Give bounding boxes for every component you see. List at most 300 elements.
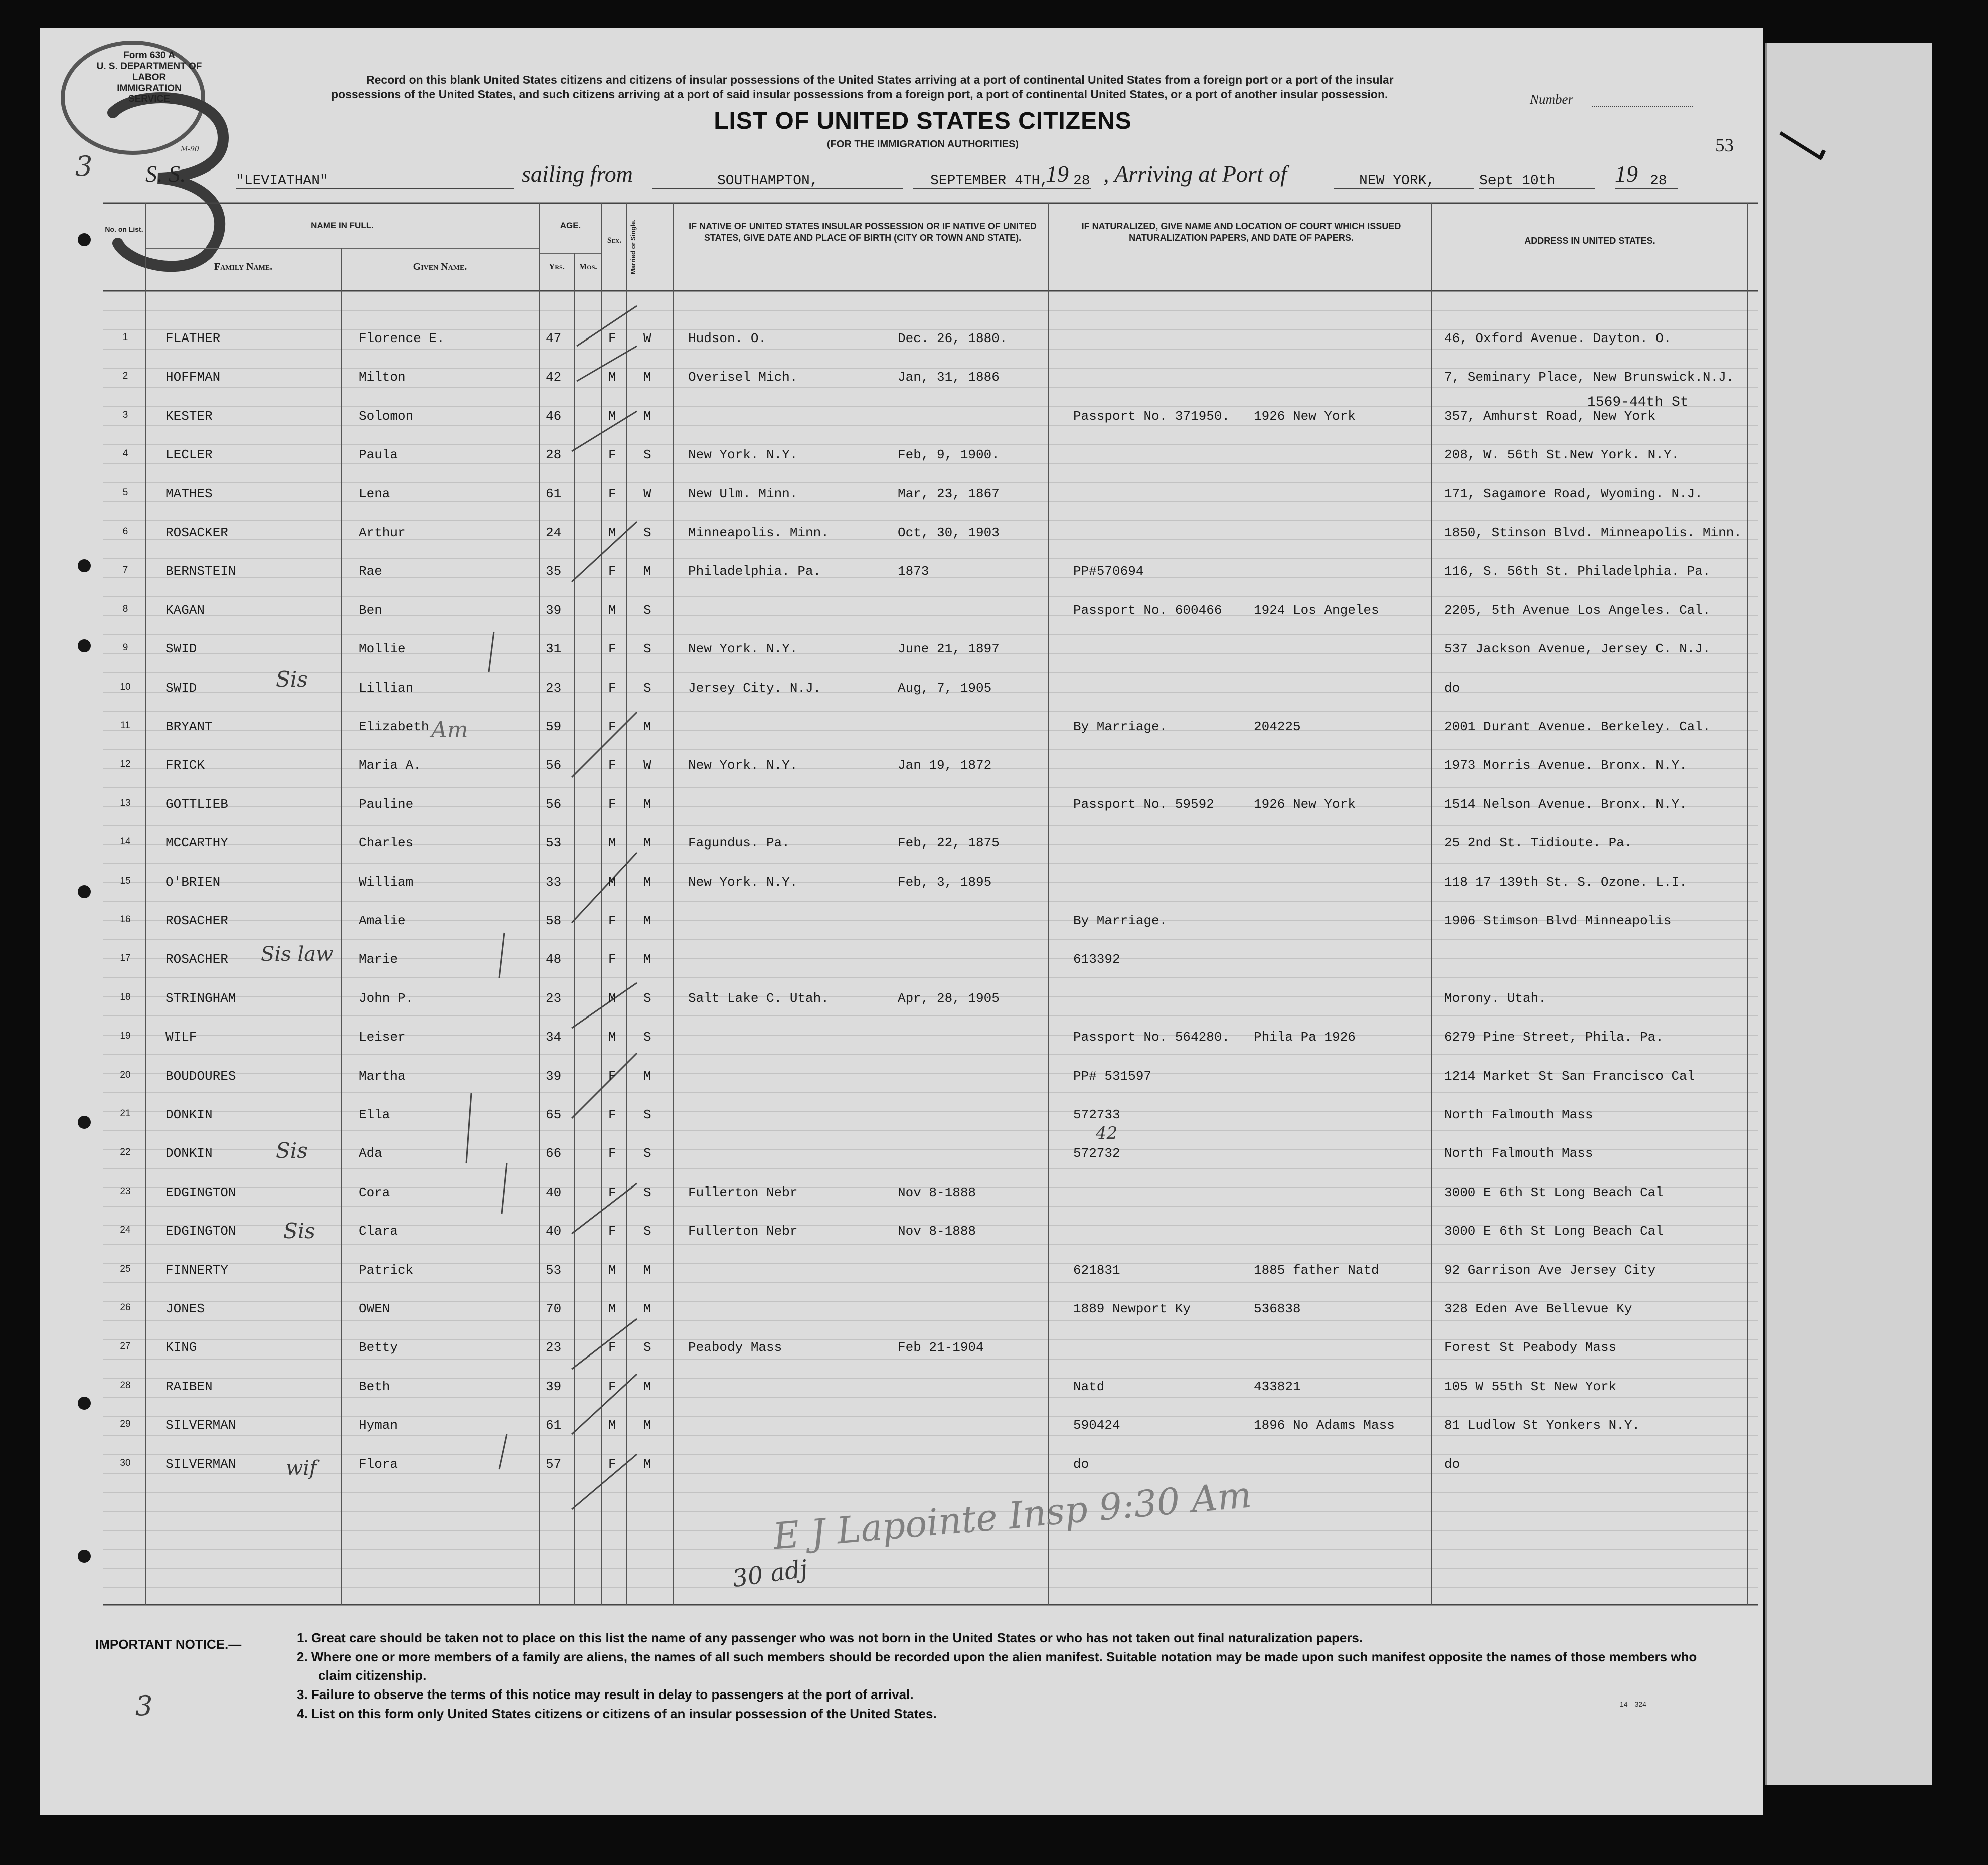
- family-name: RAIBEN: [165, 1379, 213, 1394]
- naturalization-detail: 204225: [1254, 719, 1301, 734]
- col-sex: Sex.: [607, 236, 622, 245]
- given-name: Paula: [359, 447, 398, 463]
- age: 31: [546, 641, 562, 657]
- family-name: FLATHER: [165, 331, 221, 346]
- sex: F: [608, 1184, 616, 1200]
- given-name: Hyman: [359, 1418, 398, 1433]
- marital-status: M: [643, 1456, 651, 1472]
- year-prefix-2: 19: [1615, 161, 1638, 187]
- col-name-in-full: NAME IN FULL.: [311, 221, 374, 230]
- departure-port: SOUTHAMPTON,: [717, 173, 818, 189]
- address: North Falmouth Mass: [1444, 1146, 1593, 1161]
- family-name: FRICK: [165, 758, 205, 773]
- address: 357, Amhurst Road, New York: [1444, 408, 1656, 424]
- naturalization-detail: 1926 New York: [1254, 408, 1356, 424]
- address: 92 Garrison Ave Jersey City: [1444, 1262, 1656, 1278]
- row-number: 4: [122, 448, 128, 459]
- naturalization-detail: 1924 Los Angeles: [1254, 602, 1379, 618]
- marital-status: S: [643, 1184, 651, 1200]
- marital-status: S: [643, 525, 651, 540]
- sex: F: [608, 1068, 616, 1084]
- sex: F: [608, 1340, 616, 1355]
- address: 1906 Stimson Blvd Minneapolis: [1444, 913, 1672, 928]
- year-prefix-1: 19: [1046, 161, 1069, 187]
- birth-date: Nov 8-1888: [898, 1184, 976, 1200]
- age: 56: [546, 758, 562, 773]
- row-number: 26: [120, 1302, 131, 1313]
- col-native: IF NATIVE OF UNITED STATES INSULAR POSSESSION OR IF NATIVE OF UNITED STATES, GIVE DATE AND PLACE OF BIRTH (CITY OR TOWN AND STATE).: [689, 221, 1037, 243]
- col-mos: Mos.: [579, 262, 597, 271]
- row-number: 3: [122, 409, 128, 420]
- row-number: 5: [122, 487, 128, 498]
- marital-status: M: [643, 796, 651, 812]
- address: 328 Eden Ave Bellevue Ky: [1444, 1301, 1632, 1316]
- family-name: KAGAN: [165, 602, 205, 618]
- sex: M: [608, 1418, 616, 1433]
- age: 56: [546, 796, 562, 812]
- age: 28: [546, 447, 562, 463]
- sex: F: [608, 1456, 616, 1472]
- address: 25 2nd St. Tidioute. Pa.: [1444, 835, 1632, 851]
- sex: M: [608, 874, 616, 890]
- marital-status: M: [643, 1068, 651, 1084]
- row-number: 14: [120, 836, 131, 847]
- birth-place: Minneapolis. Minn.: [688, 525, 829, 540]
- birth-date: 1873: [898, 564, 929, 579]
- family-name: HOFFMAN: [165, 370, 221, 385]
- given-name: William: [359, 874, 414, 890]
- birth-date: Apr, 28, 1905: [898, 990, 1000, 1006]
- marital-status: M: [643, 835, 651, 851]
- family-name: FINNERTY: [165, 1262, 228, 1278]
- age: 48: [546, 952, 562, 967]
- marital-status: W: [643, 331, 651, 346]
- sex: M: [608, 990, 616, 1006]
- age: 33: [546, 874, 562, 890]
- birth-place: Salt Lake C. Utah.: [688, 990, 829, 1006]
- address: 2205, 5th Avenue Los Angeles. Cal.: [1444, 602, 1711, 618]
- address: 208, W. 56th St.New York. N.Y.: [1444, 447, 1680, 463]
- sex: M: [608, 1262, 616, 1278]
- given-name: Lillian: [359, 680, 414, 696]
- row-number: 24: [120, 1225, 131, 1236]
- row-number: 10: [120, 681, 131, 692]
- naturalization: 572733: [1073, 1107, 1120, 1122]
- given-name: Beth: [359, 1379, 390, 1394]
- family-name: MCCARTHY: [165, 835, 228, 851]
- notice-item-1: 1. Great care should be taken not to place on this list the name of any passenger who was not born in the United States or who has not taken out final naturalization papers.: [297, 1630, 1363, 1645]
- marital-status: S: [643, 680, 651, 696]
- departure-date: SEPTEMBER 4TH,: [930, 173, 1049, 189]
- form-department: U. S. DEPARTMENT OF LABOR: [96, 61, 202, 83]
- row-number: 21: [120, 1108, 131, 1119]
- sex: F: [608, 641, 616, 657]
- address: 1514 Nelson Avenue. Bronx. N.Y.: [1444, 796, 1687, 812]
- given-name: Ella: [359, 1107, 390, 1122]
- row-number: 30: [120, 1457, 131, 1468]
- age: 53: [546, 835, 562, 851]
- row-number: 17: [120, 953, 131, 964]
- sex: F: [608, 796, 616, 812]
- address: 1850, Stinson Blvd. Minneapolis. Minn.: [1444, 525, 1742, 540]
- sex: F: [608, 1146, 616, 1161]
- row-number: 8: [122, 603, 128, 614]
- sex: F: [608, 952, 616, 967]
- marital-status: M: [643, 952, 651, 967]
- birth-place: Hudson. O.: [688, 331, 767, 346]
- notice-item-3: 3. Failure to observe the terms of this notice may result in delay to passengers at the port of arrival.: [297, 1687, 914, 1703]
- ship-name: "LEVIATHAN": [236, 173, 328, 189]
- col-age: AGE.: [560, 221, 581, 230]
- naturalization: 613392: [1073, 952, 1120, 967]
- naturalization: Natd: [1073, 1379, 1105, 1394]
- row-number: 12: [120, 759, 131, 770]
- notice-item-4: 4. List on this form only United States citizens or citizens of an insular possession of the United States.: [297, 1706, 937, 1721]
- address: 7, Seminary Place, New Brunswick.N.J.: [1444, 370, 1734, 385]
- marital-status: M: [643, 408, 651, 424]
- row-number: 1: [122, 332, 128, 343]
- annotation-margin: 3: [135, 1690, 153, 1722]
- family-name: SILVERMAN: [165, 1456, 236, 1472]
- address-extra: 1569-44th St: [1587, 394, 1689, 410]
- address: 1973 Morris Avenue. Bronx. N.Y.: [1444, 758, 1687, 773]
- given-name: Flora: [359, 1456, 398, 1472]
- sex: F: [608, 447, 616, 463]
- age: 42: [546, 370, 562, 385]
- given-name: Martha: [359, 1068, 406, 1084]
- naturalization: Passport No. 371950.: [1073, 408, 1230, 424]
- given-name: Pauline: [359, 796, 414, 812]
- birth-date: June 21, 1897: [898, 641, 1000, 657]
- birth-date: Feb, 22, 1875: [898, 835, 1000, 851]
- address: North Falmouth Mass: [1444, 1107, 1593, 1122]
- form-title: LIST OF UNITED STATES CITIZENS: [714, 108, 1132, 134]
- annotation-sis-1: Sis: [276, 667, 308, 692]
- tick-marks: [466, 632, 507, 1469]
- age: 57: [546, 1456, 562, 1472]
- age: 47: [546, 331, 562, 346]
- departure-year: 28: [1073, 173, 1090, 189]
- row-number: 6: [122, 526, 128, 537]
- address: 3000 E 6th St Long Beach Cal: [1444, 1184, 1664, 1200]
- marital-status: S: [643, 1107, 651, 1122]
- naturalization: By Marriage.: [1073, 913, 1168, 928]
- col-address: ADDRESS IN UNITED STATES.: [1524, 236, 1655, 246]
- address: 46, Oxford Avenue. Dayton. O.: [1444, 331, 1672, 346]
- family-name: EDGINGTON: [165, 1224, 236, 1239]
- annotation-sis-2: Sis: [276, 1138, 308, 1163]
- annotation-wif: wif: [286, 1457, 317, 1480]
- age: 70: [546, 1301, 562, 1316]
- family-name: KESTER: [165, 408, 213, 424]
- address: 171, Sagamore Road, Wyoming. N.J.: [1444, 486, 1703, 501]
- given-name: Solomon: [359, 408, 414, 424]
- birth-place: New York. N.Y.: [688, 874, 798, 890]
- family-name: BERNSTEIN: [165, 564, 236, 579]
- age: 35: [546, 564, 562, 579]
- annotation-bottom: 30 adj: [730, 1554, 809, 1593]
- row-number: 13: [120, 797, 131, 808]
- annotation-42: 42: [1096, 1123, 1118, 1143]
- row-number: 2: [122, 371, 128, 382]
- row-number: 28: [120, 1380, 131, 1391]
- family-name: BRYANT: [165, 719, 213, 734]
- naturalization-detail: 1885 father Natd: [1254, 1262, 1379, 1278]
- naturalization: Passport No. 564280.: [1073, 1030, 1230, 1045]
- row-number: 15: [120, 875, 131, 886]
- marital-status: S: [643, 602, 651, 618]
- ss-label: S. S.: [145, 161, 186, 187]
- marital-status: M: [643, 564, 651, 579]
- marital-status: M: [643, 1301, 651, 1316]
- annotation-am: Am: [431, 717, 468, 743]
- address: 118 17 139th St. S. Ozone. L.I.: [1444, 874, 1687, 890]
- given-name: Patrick: [359, 1262, 414, 1278]
- birth-place: Fullerton Nebr: [688, 1184, 798, 1200]
- given-name: Cora: [359, 1184, 390, 1200]
- sex: F: [608, 1224, 616, 1239]
- sex: M: [608, 835, 616, 851]
- sex: F: [608, 486, 616, 501]
- sex: M: [608, 1301, 616, 1316]
- sex: F: [608, 719, 616, 734]
- marital-status: W: [643, 758, 651, 773]
- age: 39: [546, 1379, 562, 1394]
- naturalization: 621831: [1073, 1262, 1120, 1278]
- address: 1214 Market St San Francisco Cal: [1444, 1068, 1695, 1084]
- given-name: Florence E.: [359, 331, 445, 346]
- given-name: Marie: [359, 952, 398, 967]
- naturalization: By Marriage.: [1073, 719, 1168, 734]
- age: 23: [546, 1340, 562, 1355]
- annotation-big-number: 3: [75, 150, 93, 182]
- birth-date: Feb 21-1904: [898, 1340, 984, 1355]
- naturalization-detail: 1926 New York: [1254, 796, 1356, 812]
- row-number: 9: [122, 642, 128, 653]
- naturalization: 572732: [1073, 1146, 1120, 1161]
- given-name: Mollie: [359, 641, 406, 657]
- marital-status: S: [643, 1146, 651, 1161]
- birth-place: Peabody Mass: [688, 1340, 782, 1355]
- age: 40: [546, 1224, 562, 1239]
- given-name: Amalie: [359, 913, 406, 928]
- marital-status: S: [643, 990, 651, 1006]
- sex: M: [608, 370, 616, 385]
- given-name: Ben: [359, 602, 382, 618]
- age: 65: [546, 1107, 562, 1122]
- family-name: MATHES: [165, 486, 213, 501]
- birth-date: Feb, 3, 1895: [898, 874, 992, 890]
- birth-place: Fullerton Nebr: [688, 1224, 798, 1239]
- family-name: GOTTLIEB: [165, 796, 228, 812]
- form-subtitle: (FOR THE IMMIGRATION AUTHORITIES): [826, 139, 1019, 150]
- address: 537 Jackson Avenue, Jersey C. N.J.: [1444, 641, 1711, 657]
- naturalization-detail: 433821: [1254, 1379, 1301, 1394]
- family-name: BOUDOURES: [165, 1068, 236, 1084]
- family-name: SILVERMAN: [165, 1418, 236, 1433]
- given-name: Elizabeth: [359, 719, 429, 734]
- row-number: 19: [120, 1031, 131, 1042]
- inspector-signature: E J Lapointe Insp 9:30 Am: [771, 1473, 1253, 1558]
- col-no: No. on List.: [105, 225, 143, 233]
- sex: F: [608, 913, 616, 928]
- address: 105 W 55th St New York: [1444, 1379, 1617, 1394]
- birth-place: Jersey City. N.J.: [688, 680, 821, 696]
- given-name: Rae: [359, 564, 382, 579]
- birth-place: New York. N.Y.: [688, 447, 798, 463]
- address: 81 Ludlow St Yonkers N.Y.: [1444, 1418, 1640, 1433]
- naturalization: 1889 Newport Ky: [1073, 1301, 1191, 1316]
- sex: M: [608, 408, 616, 424]
- family-name: ROSACHER: [165, 913, 228, 928]
- age: 23: [546, 680, 562, 696]
- family-name: O'BRIEN: [165, 874, 221, 890]
- given-name: Charles: [359, 835, 414, 851]
- marital-status: M: [643, 1418, 651, 1433]
- family-name: JONES: [165, 1301, 205, 1316]
- sailing-label: sailing from: [522, 161, 633, 187]
- birth-place: Overisel Mich.: [688, 370, 798, 385]
- family-name: KING: [165, 1340, 197, 1355]
- address: 116, S. 56th St. Philadelphia. Pa.: [1444, 564, 1711, 579]
- form-preamble: Record on this blank United States citizens and citizens of insular possessions of the United States arriving at a port of continental United States from a foreign port or a port of the insular possessions of the United States, and such citizens arriving at a port of said insular possessions from a foreign port, a port of continental United States, or a port of another insular possession.: [331, 73, 1394, 101]
- family-name: DONKIN: [165, 1146, 213, 1161]
- number-label: Number: [1530, 92, 1573, 107]
- family-name: LECLER: [165, 447, 213, 463]
- annotation-sis-law: Sis law: [261, 943, 334, 966]
- given-name: Maria A.: [359, 758, 421, 773]
- marital-status: W: [643, 486, 651, 501]
- arriving-label: , Arriving at Port of: [1103, 161, 1287, 187]
- age: 58: [546, 913, 562, 928]
- form-number: Form 630 A: [123, 50, 175, 61]
- row-number: 27: [120, 1341, 131, 1352]
- marital-status: M: [643, 719, 651, 734]
- row-number: 7: [122, 565, 128, 576]
- age: 39: [546, 1068, 562, 1084]
- sex: M: [608, 525, 616, 540]
- row-number: 23: [120, 1185, 131, 1197]
- given-name: Betty: [359, 1340, 398, 1355]
- arrival-year: 28: [1650, 173, 1667, 189]
- sex: F: [608, 1107, 616, 1122]
- col-naturalized: IF NATURALIZED, GIVE NAME AND LOCATION OF COURT WHICH ISSUED NATURALIZATION PAPERS, AND DATE OF PAPERS.: [1081, 221, 1401, 243]
- marital-status: M: [643, 1262, 651, 1278]
- naturalization: do: [1073, 1456, 1089, 1472]
- address: 2001 Durant Avenue. Berkeley. Cal.: [1444, 719, 1711, 734]
- family-name: EDGINGTON: [165, 1184, 236, 1200]
- age: 59: [546, 719, 562, 734]
- sex: F: [608, 331, 616, 346]
- age: 40: [546, 1184, 562, 1200]
- row-number: 11: [120, 720, 130, 731]
- address: 6279 Pine Street, Phila. Pa.: [1444, 1030, 1664, 1045]
- given-name: Arthur: [359, 525, 406, 540]
- notice-label: IMPORTANT NOTICE.—: [95, 1637, 242, 1652]
- age: 24: [546, 525, 562, 540]
- naturalization: Passport No. 600466: [1073, 602, 1222, 618]
- notice-item-2: 2. Where one or more members of a family are aliens, the names of all such members should be recorded upon the alien manifest. Suitable notation may be made upon such manifest opposite the names of those members who claim citizenship.: [297, 1649, 1697, 1683]
- row-number: 20: [120, 1069, 131, 1080]
- family-name: WILF: [165, 1030, 197, 1045]
- age: 53: [546, 1262, 562, 1278]
- birth-date: Mar, 23, 1867: [898, 486, 1000, 501]
- row-number: 22: [120, 1147, 131, 1158]
- col-yrs: Yrs.: [549, 262, 565, 271]
- sex: M: [608, 1030, 616, 1045]
- form-code: M-90: [181, 145, 199, 153]
- marital-status: S: [643, 1340, 651, 1355]
- marital-status: M: [643, 1379, 651, 1394]
- sex: F: [608, 758, 616, 773]
- form-service: IMMIGRATION SERVICE: [117, 83, 182, 105]
- family-name: DONKIN: [165, 1107, 213, 1122]
- family-name: SWID: [165, 641, 197, 657]
- birth-date: Oct, 30, 1903: [898, 525, 1000, 540]
- marital-status: S: [643, 447, 651, 463]
- age: 34: [546, 1030, 562, 1045]
- address: Forest St Peabody Mass: [1444, 1340, 1617, 1355]
- marital-status: S: [643, 1030, 651, 1045]
- naturalization: PP# 531597: [1073, 1068, 1152, 1084]
- age: 23: [546, 990, 562, 1006]
- naturalization: PP#570694: [1073, 564, 1144, 579]
- given-name: Lena: [359, 486, 390, 501]
- birth-date: Jan 19, 1872: [898, 758, 992, 773]
- birth-place: New York. N.Y.: [688, 758, 798, 773]
- birth-place: New Ulm. Minn.: [688, 486, 798, 501]
- naturalization-detail: 536838: [1254, 1301, 1301, 1316]
- age: 61: [546, 1418, 562, 1433]
- row-number: 29: [120, 1419, 131, 1430]
- address: do: [1444, 1456, 1460, 1472]
- family-name: STRINGHAM: [165, 990, 236, 1006]
- row-number: 25: [120, 1263, 131, 1274]
- family-name: SWID: [165, 680, 197, 696]
- birth-place: Fagundus. Pa.: [688, 835, 790, 851]
- sex: F: [608, 1379, 616, 1394]
- family-name: ROSACHER: [165, 952, 228, 967]
- given-name: Ada: [359, 1146, 382, 1161]
- family-name: ROSACKER: [165, 525, 228, 540]
- birth-place: Philadelphia. Pa.: [688, 564, 821, 579]
- naturalization: Passport No. 59592: [1073, 796, 1214, 812]
- given-name: OWEN: [359, 1301, 390, 1316]
- address: Morony. Utah.: [1444, 990, 1546, 1006]
- col-family-name: Family Name.: [214, 261, 273, 272]
- birth-place: New York. N.Y.: [688, 641, 798, 657]
- age: 39: [546, 602, 562, 618]
- given-name: Milton: [359, 370, 406, 385]
- form-code-bottom: 14—324: [1620, 1700, 1646, 1708]
- col-married: Married or Single.: [629, 219, 637, 275]
- marital-status: S: [643, 1224, 651, 1239]
- given-name: Clara: [359, 1224, 398, 1239]
- given-name: Leiser: [359, 1030, 406, 1045]
- row-number: 16: [120, 914, 131, 925]
- age: 61: [546, 486, 562, 501]
- naturalization-detail: Phila Pa 1926: [1254, 1030, 1356, 1045]
- birth-date: Dec. 26, 1880.: [898, 331, 1008, 346]
- birth-date: Feb, 9, 1900.: [898, 447, 1000, 463]
- naturalization-detail: 1896 No Adams Mass: [1254, 1418, 1395, 1433]
- address: 3000 E 6th St Long Beach Cal: [1444, 1224, 1664, 1239]
- birth-date: Nov 8-1888: [898, 1224, 976, 1239]
- age: 66: [546, 1146, 562, 1161]
- given-name: John P.: [359, 990, 414, 1006]
- marital-status: M: [643, 913, 651, 928]
- age: 46: [546, 408, 562, 424]
